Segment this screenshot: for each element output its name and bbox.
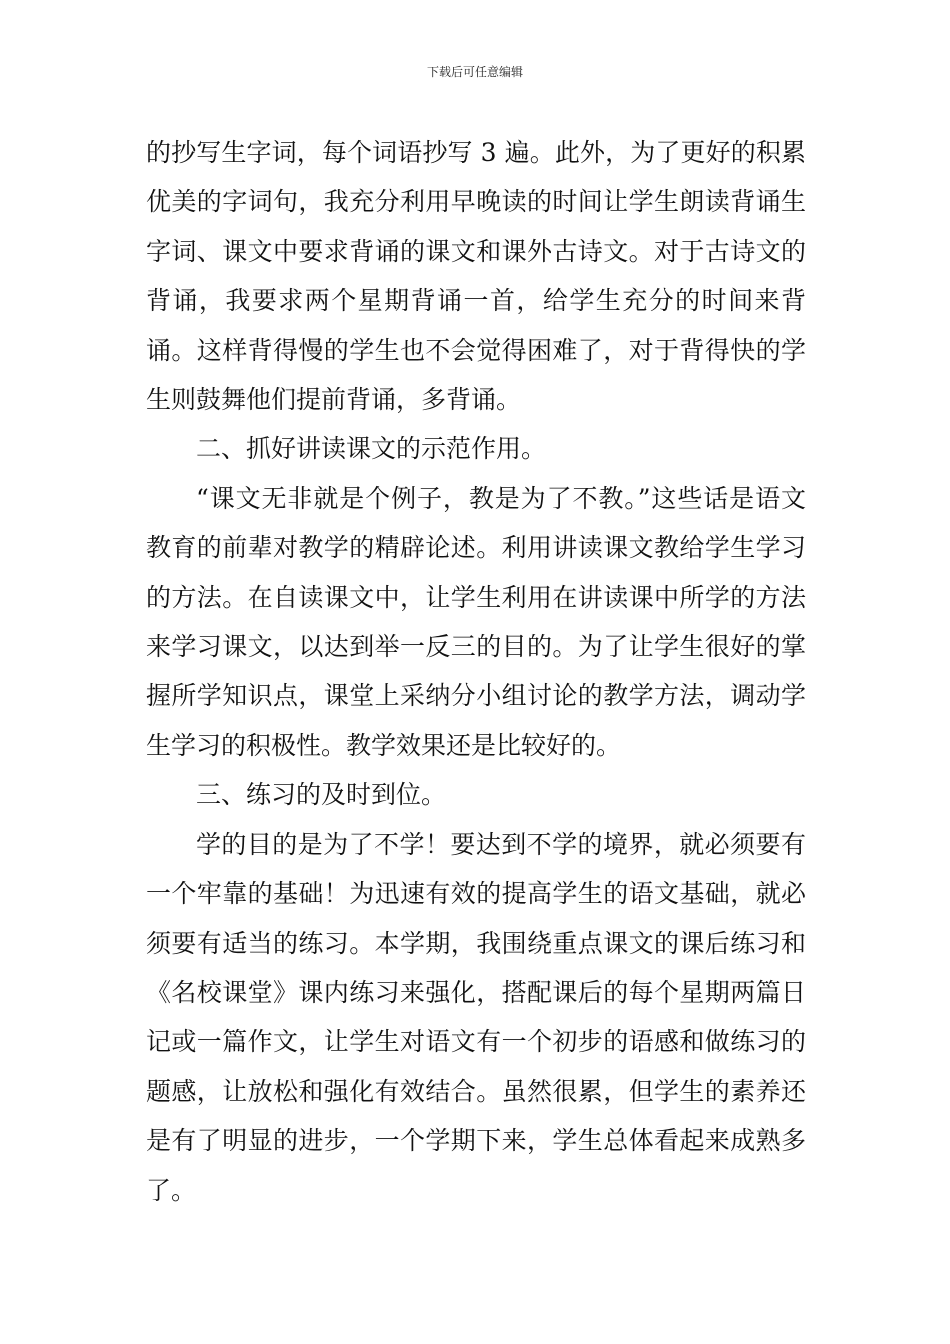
document-body — [146, 128, 806, 1215]
page-header: 下载后可任意编辑 — [426, 65, 523, 79]
paragraph-section-3: 学的目的是为了不学！要达到不学的境界，就必须要有一个牢靠的基础！为迅速有效的提高学生的语文基础，就必须要有适当的练习。本学期，我围绕重点课文的课后练习和《名校课堂》课内练习来强化，搭配课后的每个星期两篇日记或一篇作文，让学生对语文有一个初步的语感和做练习的题感，让放松和强化有效结合。虽然很累，但学生的素养还是有了明显的进步，一个学期下来，学生总体看起来成熟多了。 — [146, 829, 806, 1205]
section-heading-3: 三、练习的及时到位。 — [196, 780, 447, 810]
section-heading-2: 二、抓好讲读课文的示范作用。 — [196, 434, 547, 464]
paragraph-section-2: “课文无非就是个例子，教是为了不教。”这些话是语文教育的前辈对教学的精辟论述。利用讲读课文教给学生学习的方法。在自读课文中，让学生利用在讲读课中所学的方法来学习课文，以达到举一反三的目的。为了让学生很好的掌握所学知识点，课堂上采纳分小组讨论的教学方法，调动学生学习的积极性。教学效果还是比较好的。 — [146, 483, 806, 760]
paragraph-continued: 的抄写生字词，每个词语抄写 3 遍。此外，为了更好的积累优美的字词句，我充分利用早晚读的时间让学生朗读背诵生字词、课文中要求背诵的课文和课外古诗文。对于古诗文的背诵，我要求两个星期背诵一首，给学生充分的时间来背诵。这样背得慢的学生也不会觉得困难了，对于背得快的学生则鼓舞他们提前背诵，多背诵。 — [146, 138, 806, 415]
